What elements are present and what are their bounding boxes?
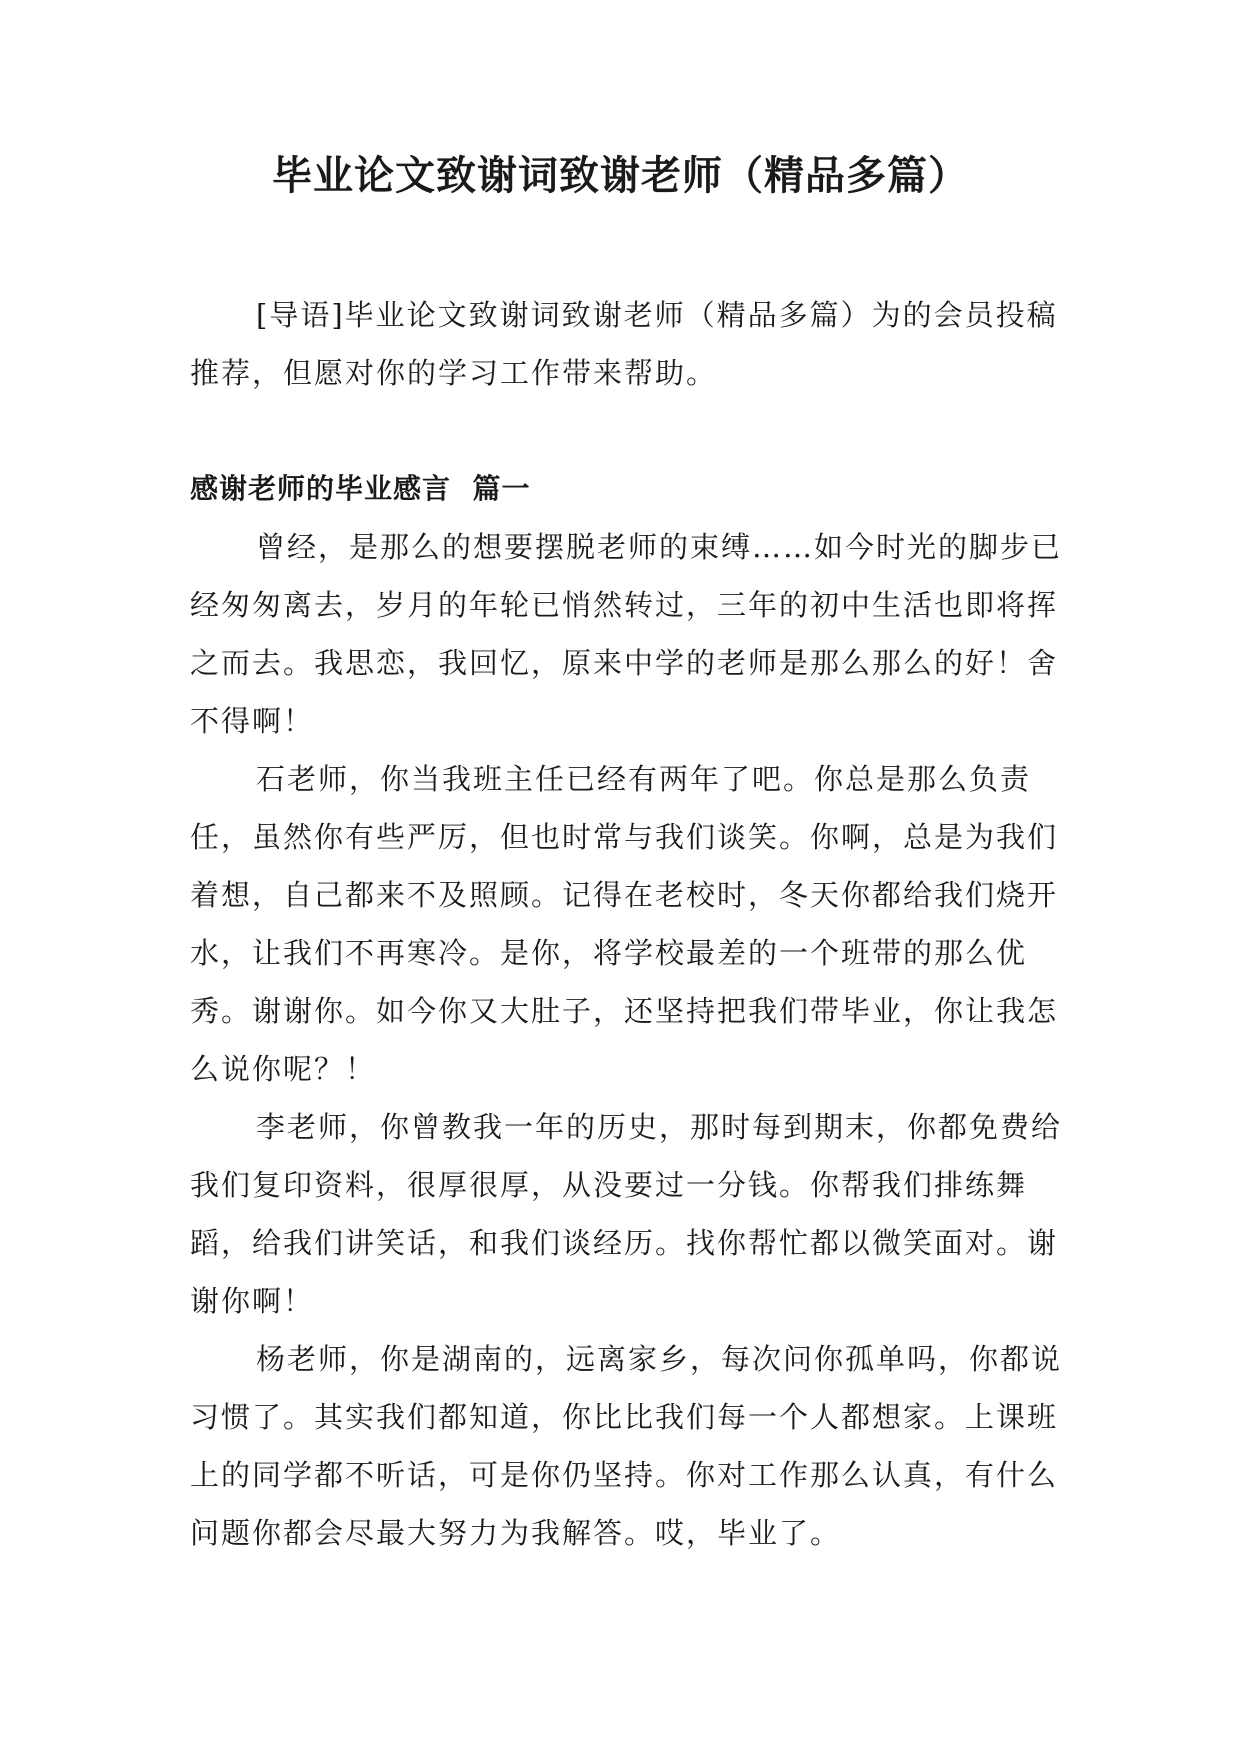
body-paragraph: 李老师，你曾教我一年的历史，那时每到期末，你都免费给我们复印资料，很厚很厚，从没要过一分钱。你帮我们排练舞蹈，给我们讲笑话，和我们谈经历。找你帮忙都以微笑面对。谢谢你啊！ (190, 1110, 1063, 1318)
document-title: 毕业论文致谢词致谢老师（精品多篇） (272, 153, 969, 199)
body-paragraph: 石老师，你当我班主任已经有两年了吧。你总是那么负责任，虽然你有些严厉，但也时常与我们谈笑。你啊，总是为我们着想，自己都来不及照顾。记得在老校时，冬天你都给我们烧开水，让我们不再寒冷。是你，将学校最差的一个班带的那么优秀。谢谢你。如今你又大肚子，还坚持把我们带毕业，你让我怎么说你呢？！ (190, 762, 1059, 1086)
body-paragraph: 曾经，是那么的想要摆脱老师的束缚……如今时光的脚步已经匆匆离去，岁月的年轮已悄然转过，三年的初中生活也即将挥之而去。我思恋，我回忆，原来中学的老师是那么那么的好！舍不得啊！ (190, 530, 1063, 738)
section-heading: 感谢老师的毕业感言 篇一 (190, 472, 531, 505)
body-paragraph: 杨老师，你是湖南的，远离家乡，每次问你孤单吗，你都说习惯了。其实我们都知道，你比比我们每一个人都想家。上课班上的同学都不听话，可是你仍坚持。你对工作那么认真，有什么问题你都会尽最大努力为我解答。哎，毕业了。 (190, 1342, 1063, 1550)
intro-paragraph: [导语]毕业论文致谢词致谢老师（精品多篇）为的会员投稿推荐，但愿对你的学习工作带来帮助。 (190, 298, 1058, 390)
